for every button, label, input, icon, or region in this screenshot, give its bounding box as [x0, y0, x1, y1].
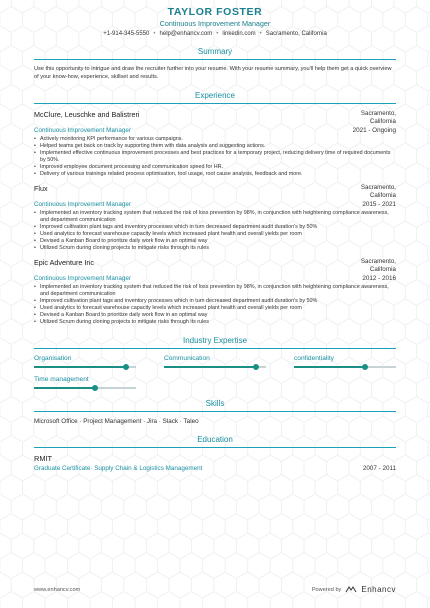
list-item: • Implemented an inventory tracking system that reduced the risk of loss prevention by 98%, in conjunction with heightening compliance awareness, and department communication: [34, 284, 396, 298]
job-location: [361, 110, 396, 126]
location-text: Sacramento, California: [265, 31, 327, 37]
list-item: • Used analytics to forecast warehouse capacity levels which increased plant health and overall yields per room: [34, 231, 396, 238]
school-name: RMIT: [34, 454, 53, 463]
expertise-name: Time management: [34, 376, 89, 383]
separator-dot: •: [153, 31, 156, 37]
job-bullets: [34, 284, 396, 326]
section-title-expertise: Industry Expertise: [182, 336, 248, 345]
skills-list: Microsoft Office · Project Management · Jira · Slack · Taleo: [34, 418, 199, 425]
expertise-level-knob: [123, 364, 129, 370]
education-entry: [34, 454, 396, 472]
company-name: Flux: [34, 184, 48, 193]
section-divider: [34, 348, 396, 349]
contact-line: [0, 31, 430, 37]
page-footer: [34, 585, 396, 594]
expertise-item: [164, 355, 266, 368]
list-item: • Utilized Scrum during cloning projects to mitigate risks through its rules: [34, 245, 396, 252]
section-divider: [34, 411, 396, 412]
job-dates: 2021 - Ongoing: [352, 127, 396, 134]
expertise-level-bar: [34, 366, 136, 368]
list-item: • Used analytics to forecast warehouse capacity levels which increased plant health and overall yields per room: [34, 305, 396, 312]
job-title: Continuous Improvement Manager: [34, 275, 131, 282]
section-title-education: Education: [197, 435, 233, 444]
expertise-level-bar: [34, 387, 136, 389]
list-item: • Improved cultivation plant tags and inventory processes which in turn decreased department audit duration's by 50%: [34, 224, 396, 231]
list-item: • Helped teams get back on track by supporting them with data analysis and suggesting actions.: [34, 143, 396, 150]
expertise-level-knob: [253, 364, 259, 370]
job-location: [361, 258, 396, 274]
powered-by: [312, 585, 396, 594]
footer-url-link[interactable]: www.enhancv.com: [34, 586, 81, 593]
job-bullets: [34, 136, 396, 178]
degree-title: Graduate Certificate· Supply Chain & Logistics Management: [34, 465, 203, 472]
separator-dot: •: [259, 31, 262, 37]
job-dates: 2012 - 2016: [362, 275, 396, 282]
section-divider: [34, 103, 396, 104]
job-entry: [34, 258, 396, 326]
candidate-name: TAYLOR FOSTER: [167, 6, 263, 18]
job-location-line2: California: [369, 192, 396, 199]
linkedin-link[interactable]: linkedin.com: [222, 31, 256, 37]
job-entry: [34, 184, 396, 252]
resume-header: [0, 0, 430, 37]
email-link[interactable]: help@enhancv.com: [159, 31, 213, 37]
expertise-level-knob: [362, 364, 368, 370]
summary-text: Use this opportunity to intrigue and draw the recruiter further into your resume. With your resume summary, you'll help them get a quick overview of your know-how, experience, skillset and results.: [34, 66, 392, 80]
list-item: • Devised a Kanban Board to prioritize daily work flow in an optimal way: [34, 312, 396, 319]
expertise-level-bar: [294, 366, 396, 368]
job-title: Continuous Improvement Manager: [34, 201, 131, 208]
expertise-item: [294, 355, 396, 368]
candidate-role: Continuous Improvement Manager: [159, 19, 271, 28]
list-item: • Improved employee document processing and communication speed for HR.: [34, 164, 396, 171]
expertise-level-fill: [34, 366, 126, 368]
job-title: Continuous Improvement Manager: [34, 127, 131, 134]
expertise-item: [34, 355, 136, 368]
list-item: • Implemented an inventory tracking system that reduced the risk of loss prevention by 98%, in conjunction with heightening compliance awareness, and department communication: [34, 210, 396, 224]
section-divider: [34, 59, 396, 60]
list-item: • Devised a Kanban Board to prioritize daily work flow in an optimal way: [34, 238, 396, 245]
expertise-level-fill: [294, 366, 365, 368]
job-location: [361, 184, 396, 200]
job-location-line1: Sacramento,: [360, 110, 396, 117]
education-dates: 2007 - 2011: [362, 465, 396, 472]
expertise-level-bar: [164, 366, 266, 368]
expertise-name: Communication: [164, 355, 210, 362]
company-name: Epic Adventure Inc: [34, 258, 94, 267]
section-title-experience: Experience: [194, 91, 236, 100]
job-location-line2: California: [369, 266, 396, 273]
expertise-item: [34, 376, 136, 389]
enhancv-logo-icon: [345, 586, 357, 594]
list-item: • Actively monitoring KPI performance for various campaigns.: [34, 136, 396, 143]
list-item: • Utilized Scrum during cloning projects to mitigate risks through its rules: [34, 319, 396, 326]
list-item: • Implemented effective continuous improvement processes and best practices for a temporary project, reducing delivery time of required documents by 50%.: [34, 150, 396, 164]
expertise-name: Organisation: [34, 355, 72, 362]
brand-name: Enhancv: [361, 585, 396, 594]
job-entry: [34, 110, 396, 178]
section-title-summary: Summary: [197, 47, 233, 56]
powered-by-label: Powered by: [311, 586, 342, 593]
job-location-line2: California: [369, 118, 396, 125]
section-divider: [34, 447, 396, 448]
expertise-level-fill: [34, 387, 95, 389]
expertise-level-knob: [92, 385, 98, 391]
job-location-line1: Sacramento,: [360, 184, 396, 191]
list-item: • Delivery of various trainings related process optimisation, tool usage, root cause analysis, feedback and more.: [34, 171, 396, 178]
company-name: McClure, Leuschke and Balistreri: [34, 110, 140, 119]
job-dates: 2015 - 2021: [362, 201, 396, 208]
expertise-grid: [34, 355, 396, 389]
job-bullets: [34, 210, 396, 252]
list-item: • Improved cultivation plant tags and inventory processes which in turn decreased department audit duration's by 50%: [34, 298, 396, 305]
separator-dot: •: [216, 31, 219, 37]
job-location-line1: Sacramento,: [360, 258, 396, 265]
section-title-skills: Skills: [205, 399, 225, 408]
expertise-level-fill: [164, 366, 256, 368]
expertise-name: confidentiality: [294, 355, 334, 362]
phone-text: +1-914-345-5550: [103, 31, 150, 37]
